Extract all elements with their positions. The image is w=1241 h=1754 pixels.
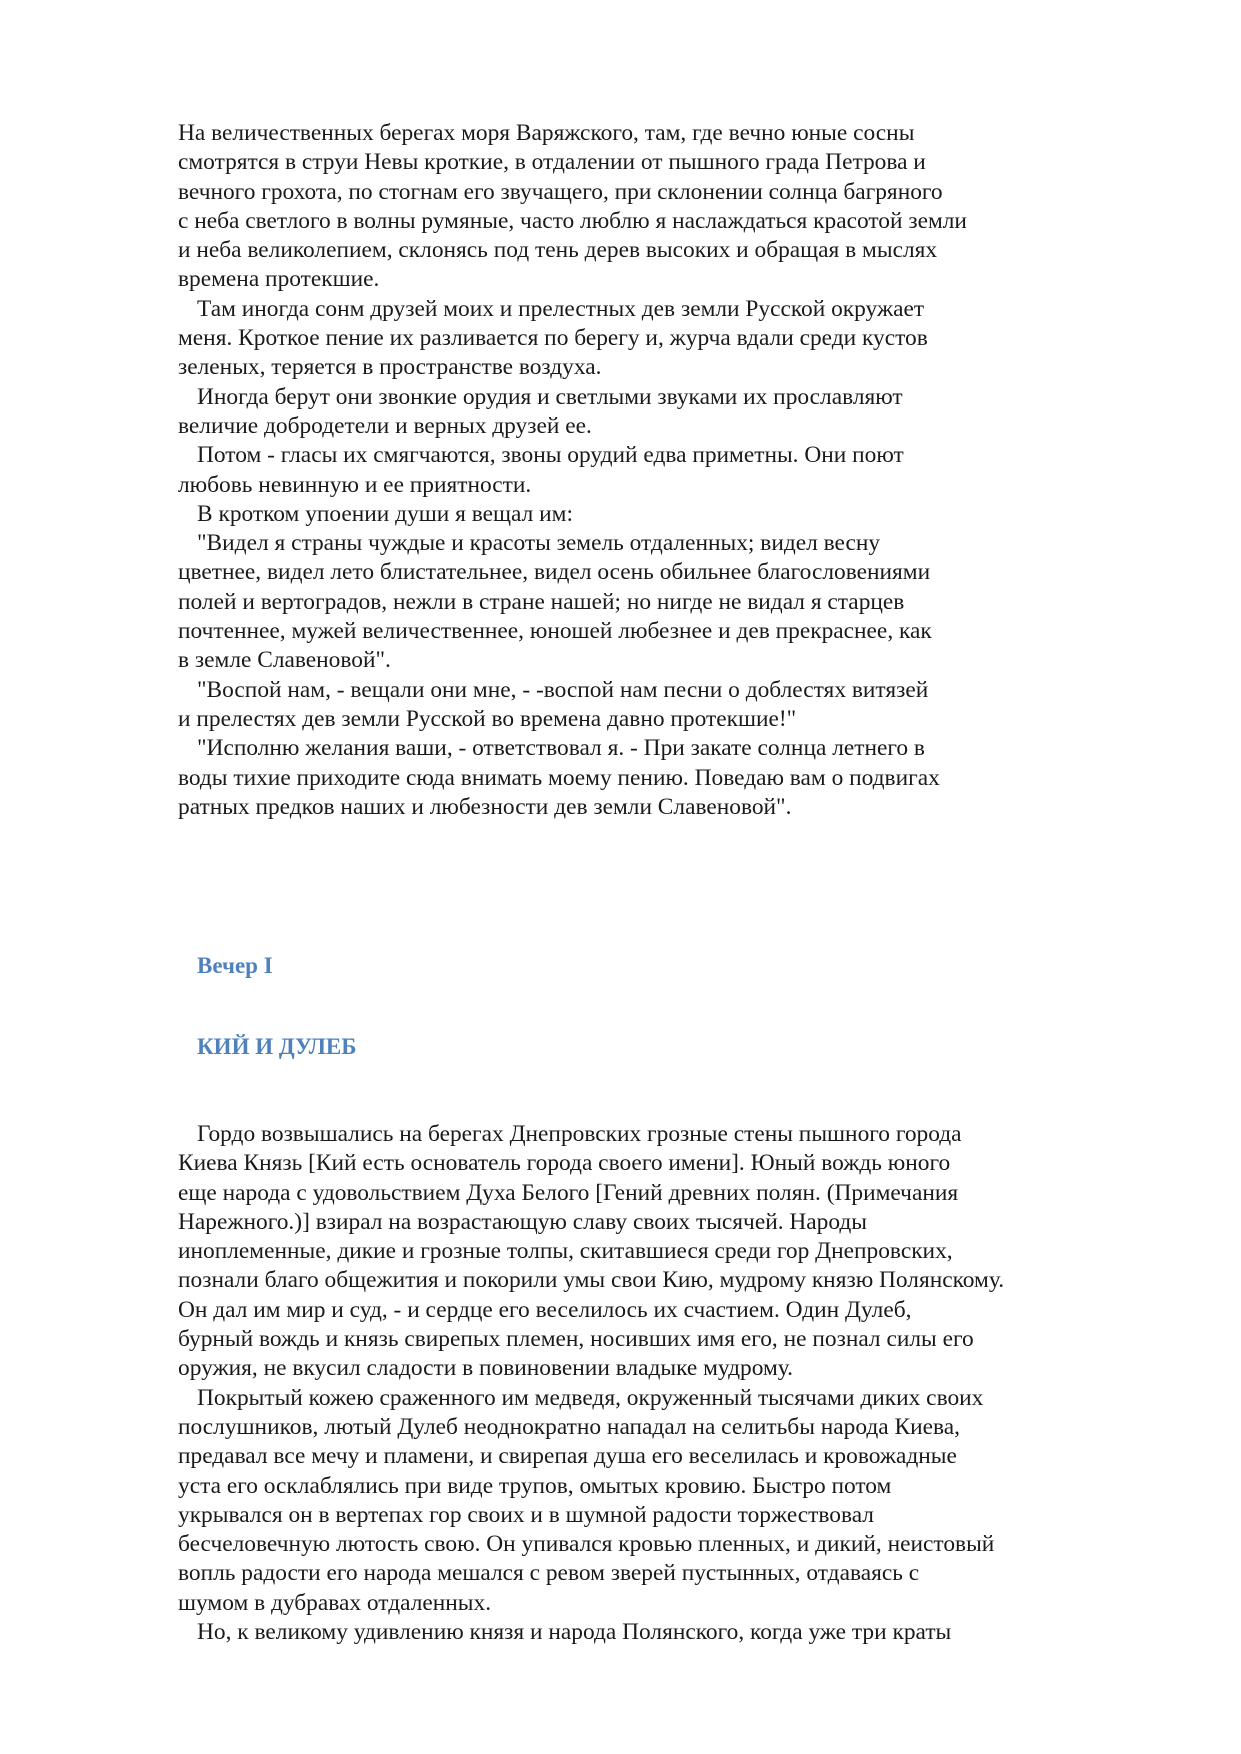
text-line: В кротком упоении души я вещал им:	[197, 500, 573, 527]
text-line: с неба светлого в волны румяные, часто люблю я наслаждаться красотой земли	[178, 207, 967, 234]
text-line: смотрятся в струи Невы кроткие, в отдалении от пышного града Петрова и	[178, 149, 926, 176]
text-line: уста его осклаблялись при виде трупов, омытых кровию. Быстро потом	[178, 1472, 892, 1499]
text-line: меня. Кроткое пение их разливается по берегу и, журча вдали среди кустов	[178, 325, 928, 352]
text-line: Там иногда сонм друзей моих и прелестных дев земли Русской окружает	[197, 295, 925, 322]
text-line: полей и вертоградов, нежли в стране нашей; но нигде не видал я старцев	[178, 588, 905, 615]
text-line: ратных предков наших и любезности дев земли Славеновой".	[178, 793, 792, 820]
text-line: Киева Князь [Кий есть основатель города своего имени]. Юный вождь юного	[178, 1150, 951, 1177]
text-line: укрывался он в вертепах гор своих и в шумной радости торжествовал	[178, 1501, 874, 1528]
text-line: Но, к великому удивлению князя и народа Полянского, когда уже три краты	[197, 1619, 952, 1646]
text-line: Нарежного.)] взирал на возрастающую славу своих тысячей. Народы	[178, 1208, 868, 1235]
text-line: послушников, лютый Дулеб неоднократно нападал на селитьбы народа Киева,	[178, 1413, 960, 1440]
text-line: цветнее, видел лето блистательнее, видел осень обильнее благословениями	[178, 559, 931, 586]
text-line: в земле Славеновой".	[178, 647, 391, 674]
text-line: шумом в дубравах отдаленных.	[178, 1589, 492, 1616]
text-line: Покрытый кожею сраженного им медведя, окруженный тысячами диких своих	[197, 1384, 984, 1411]
text-line: воды тихие приходите сюда внимать моему пению. Поведаю вам о подвигах	[178, 764, 940, 791]
text-line: Гордо возвышались на берегах Днепровских грозные стены пышного города	[197, 1121, 962, 1147]
text-line: "Воспой нам, - вещали они мне, - -воспой нам песни о доблестях витязей	[197, 676, 929, 703]
text-line: иноплеменные, дикие и грозные толпы, скитавшиеся среди гор Днепровских,	[178, 1238, 953, 1265]
text-line: и прелестях дев земли Русской во времена давно протекшие!"	[178, 705, 797, 732]
text-line: бурный вождь и князь свирепых племен, носивших имя его, не познал силы его	[178, 1326, 974, 1353]
text-line: На величественных берегах моря Варяжского, там, где вечно юные сосны	[178, 120, 915, 146]
evening-heading: Вечер I	[197, 953, 273, 978]
text-line: бесчеловечную лютость свою. Он упивался кровью пленных, и дикий, неистовый	[178, 1531, 995, 1558]
text-line: Иногда берут они звонкие орудия и светлыми звуками их прославляют	[197, 383, 903, 410]
text-line: познали благо общежития и покорили умы свои Кию, мудрому князю Полянскому.	[178, 1267, 1005, 1294]
text-line: Он дал им мир и суд, - и сердце его веселилось их счастием. Один Дулеб,	[178, 1296, 912, 1323]
text-line: еще народа с удовольствием Духа Белого [Гений древних полян. (Примечания	[178, 1179, 959, 1206]
text-line: оружия, не вкусил сладости в повиновении владыке мудрому.	[178, 1355, 793, 1382]
chapter-text	[178, 1120, 1098, 1647]
text-line: любовь невинную и ее приятности.	[178, 471, 532, 498]
intro-text	[178, 119, 1098, 822]
text-line: "Видел я страны чуждые и красоты земель отдаленных; видел весну	[197, 530, 881, 557]
text-line: зеленых, теряется в пространстве воздуха.	[178, 354, 602, 381]
text-line: и неба великолепием, склонясь под тень дерев высоких и обращая в мыслях	[178, 237, 938, 264]
text-line: вопль радости его народа мешался с ревом зверей пустынных, отдаваясь с	[178, 1560, 920, 1587]
text-line: "Исполню желания ваши, - ответствовал я. - При закате солнца летнего в	[197, 735, 925, 762]
text-line: величие добродетели и верных друзей ее.	[178, 412, 592, 439]
story-title: КИЙ И ДУЛЕБ	[197, 1034, 357, 1059]
text-line: Потом - гласы их смягчаются, звоны орудий едва приметны. Они поют	[197, 442, 904, 469]
text-line: почтеннее, мужей величественнее, юношей любезнее и дев прекраснее, как	[178, 618, 932, 645]
text-line: предавал все мечу и пламени, и свирепая душа его веселилась и кровожадные	[178, 1443, 957, 1470]
text-line: вечного грохота, по стогнам его звучащего, при склонении солнца багряного	[178, 178, 943, 205]
text-line: времена протекшие.	[178, 266, 380, 293]
